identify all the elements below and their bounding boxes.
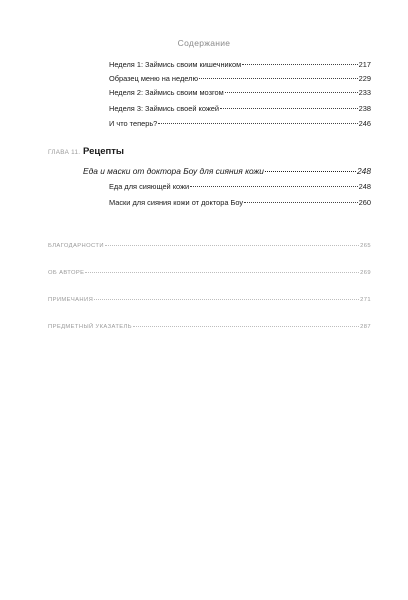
toc-entry-page: 271	[360, 297, 371, 303]
toc-back-entry[interactable]	[48, 324, 371, 330]
toc-entry-page: 248	[358, 182, 371, 191]
toc-entry[interactable]	[109, 104, 371, 113]
toc-entry-page: 265	[360, 243, 371, 249]
toc-entry-title: Маски для сияния кожи от доктора Боу	[109, 198, 244, 207]
toc-entry-page: 269	[360, 270, 371, 276]
leader-dots	[105, 245, 359, 246]
toc-section-title: Еда и маски от доктора Боу для сияния кожи	[83, 166, 264, 176]
leader-dots	[190, 186, 357, 187]
toc-entry[interactable]	[109, 88, 371, 97]
toc-entry-page: 260	[358, 198, 371, 207]
leader-dots	[265, 171, 356, 172]
leader-dots	[158, 123, 357, 124]
toc-entry-title: БЛАГОДАРНОСТИ	[48, 243, 104, 249]
toc-entry-title: И что теперь?	[109, 119, 158, 128]
toc-entry-title: ПРИМЕЧАНИЯ	[48, 297, 94, 303]
toc-entry-page: 229	[358, 74, 371, 83]
leader-dots	[199, 78, 358, 79]
toc-back-entry[interactable]	[48, 297, 371, 303]
toc-entry-page: 287	[360, 324, 371, 330]
toc-entry-page: 217	[358, 60, 371, 69]
toc-entry-page: 233	[358, 88, 371, 97]
toc-entry[interactable]	[109, 198, 371, 207]
toc-entry-title: ПРЕДМЕТНЫЙ УКАЗАТЕЛЬ	[48, 324, 132, 330]
toc-entry-title: Неделя 2: Займись своим мозгом	[109, 88, 224, 97]
toc-entry-title: Еда для сияющей кожи	[109, 182, 190, 191]
toc-entry-title: Неделя 1: Займись своим кишечником	[109, 60, 242, 69]
toc-entry-page: 246	[358, 119, 371, 128]
leader-dots	[242, 64, 357, 65]
toc-entry-title: Неделя 3: Займись своей кожей	[109, 104, 220, 113]
toc-back-entry[interactable]	[48, 270, 371, 276]
leader-dots	[133, 326, 359, 327]
chapter-title[interactable]: Рецепты	[83, 146, 125, 157]
toc-entry[interactable]	[109, 182, 371, 191]
toc-entry-title: ОБ АВТОРЕ	[48, 270, 85, 276]
toc-entry-page: 238	[358, 104, 371, 113]
toc-entry[interactable]	[109, 60, 371, 69]
toc-entry[interactable]	[109, 119, 371, 128]
leader-dots	[225, 92, 358, 93]
page-header: Содержание	[177, 38, 231, 48]
leader-dots	[220, 108, 358, 109]
toc-entry[interactable]	[109, 74, 371, 83]
toc-section-entry[interactable]	[83, 166, 371, 176]
leader-dots	[85, 272, 359, 273]
chapter-label: ГЛАВА 11.	[48, 149, 81, 156]
leader-dots	[244, 202, 358, 203]
leader-dots	[94, 299, 359, 300]
toc-section-page: 248	[357, 166, 371, 176]
toc-entry-title: Образец меню на неделю	[109, 74, 198, 83]
toc-back-entry[interactable]	[48, 243, 371, 249]
